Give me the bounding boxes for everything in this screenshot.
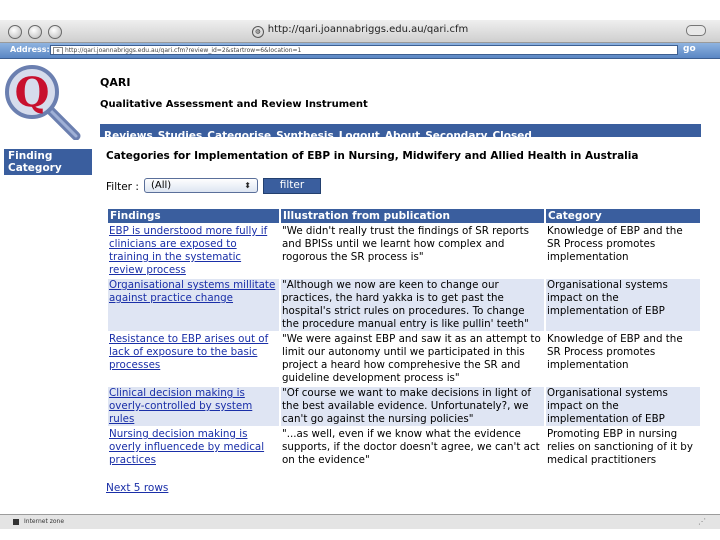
header-findings: Findings: [108, 209, 279, 223]
window-title: [0, 24, 720, 38]
go-button[interactable]: go: [683, 44, 696, 54]
header-illustration: Illustration from publication: [281, 209, 544, 223]
category-cell: Organisational systems impact on the implementation of EBP: [546, 387, 700, 426]
sidebar-line-1: Finding: [8, 150, 53, 162]
window-title-text: http://qari.joannabriggs.edu.au/qari.cfm: [267, 24, 469, 35]
globe-icon: ◍: [252, 26, 264, 38]
address-label: Address:: [10, 45, 50, 54]
filter-label: Filter :: [106, 181, 139, 193]
illustration-cell: "We were against EBP and saw it as an attempt to limit our autonomy until we participated in this project a heard how comprehesive the SR and guideline development process is": [281, 333, 544, 385]
illustration-cell: "Of course we want to make decisions in light of the best available evidence. Unfortunately?, we can't go against the nursing policies": [281, 387, 544, 426]
page-title: Categories for Implementation of EBP in Nursing, Midwifery and Allied Health in Australia: [106, 150, 639, 162]
logo-q-letter: Q: [14, 69, 50, 116]
table-header-row: [108, 209, 700, 223]
qari-logo-icon: [4, 62, 84, 140]
nav-logout[interactable]: Logout: [338, 130, 380, 142]
toolbar-toggle-button[interactable]: [686, 25, 706, 36]
header-category: Category: [546, 209, 700, 223]
finding-link[interactable]: EBP is understood more fully if clinicians are exposed to training in the systematic review process: [108, 225, 279, 277]
table-row: [108, 387, 700, 426]
select-arrows-icon: ⬍: [244, 181, 251, 190]
illustration-cell: "We didn't really trust the findings of SR reports and BPISs until we learnt how complex and rogorous the SR process is": [281, 225, 544, 277]
sidebar-section-label: [4, 149, 92, 175]
main-nav: [100, 124, 701, 142]
zone-icon: [13, 519, 19, 525]
nav-studies[interactable]: Studies: [157, 130, 203, 142]
finding-link[interactable]: Clinical decision making is overly-controlled by system rules: [108, 387, 279, 426]
finding-link[interactable]: Resistance to EBP arises out of lack of exposure to the basic processes: [108, 333, 279, 385]
category-cell: Knowledge of EBP and the SR Process promotes implementation: [546, 333, 700, 385]
filter-select[interactable]: [144, 178, 258, 193]
address-input[interactable]: [50, 45, 678, 55]
resize-grip-icon[interactable]: ⋰: [698, 517, 706, 526]
illustration-cell: "...as well, even if we know what the evidence supports, if the doctor doesn't agree, we can't act on the evidence": [281, 428, 544, 467]
findings-table: [106, 207, 702, 469]
address-bar: [0, 43, 720, 59]
table-row: [108, 428, 700, 467]
category-cell: Promoting EBP in nursing relies on sanctioning of it by medical practitioners: [546, 428, 700, 467]
next-rows-link[interactable]: Next 5 rows: [106, 482, 169, 494]
table-row: [108, 333, 700, 385]
table-row: [108, 279, 700, 331]
filter-selected-value: (All): [151, 180, 172, 191]
illustration-cell: "Although we now are keen to change our practices, the hard yakka is to get past the hospital's strict rules on procedures. To change the procedure manual entry is like pullin' teeth": [281, 279, 544, 331]
address-url-text: http://qari.joannabriggs.edu.au/qari.cfm?review_id=2&startrow=6&location=1: [65, 47, 302, 54]
app-title: QARI: [100, 76, 131, 89]
status-bar: [0, 514, 720, 529]
finding-link[interactable]: Organisational systems millitate against practice change: [108, 279, 279, 331]
nav-closed[interactable]: Closed: [492, 130, 532, 142]
nav-synthesis[interactable]: Synthesis: [276, 130, 334, 142]
category-cell: Knowledge of EBP and the SR Process promotes implementation: [546, 225, 700, 277]
table-row: [108, 225, 700, 277]
nav-reviews[interactable]: Reviews: [104, 130, 153, 142]
nav-categorise[interactable]: Categorise: [207, 130, 272, 142]
nav-about[interactable]: About: [384, 130, 421, 142]
window-titlebar: [0, 20, 720, 43]
finding-link[interactable]: Nursing decision making is overly influencede by medical practices: [108, 428, 279, 467]
app-subtitle: Qualitative Assessment and Review Instrument: [100, 99, 368, 110]
status-text: Internet zone: [24, 518, 65, 525]
filter-button[interactable]: filter: [263, 178, 321, 194]
category-cell: Organisational systems impact on the implementation of EBP: [546, 279, 700, 331]
sidebar-line-2: Category: [8, 162, 62, 174]
favicon-icon: e: [53, 47, 63, 55]
nav-secondary[interactable]: Secondary: [425, 130, 488, 142]
